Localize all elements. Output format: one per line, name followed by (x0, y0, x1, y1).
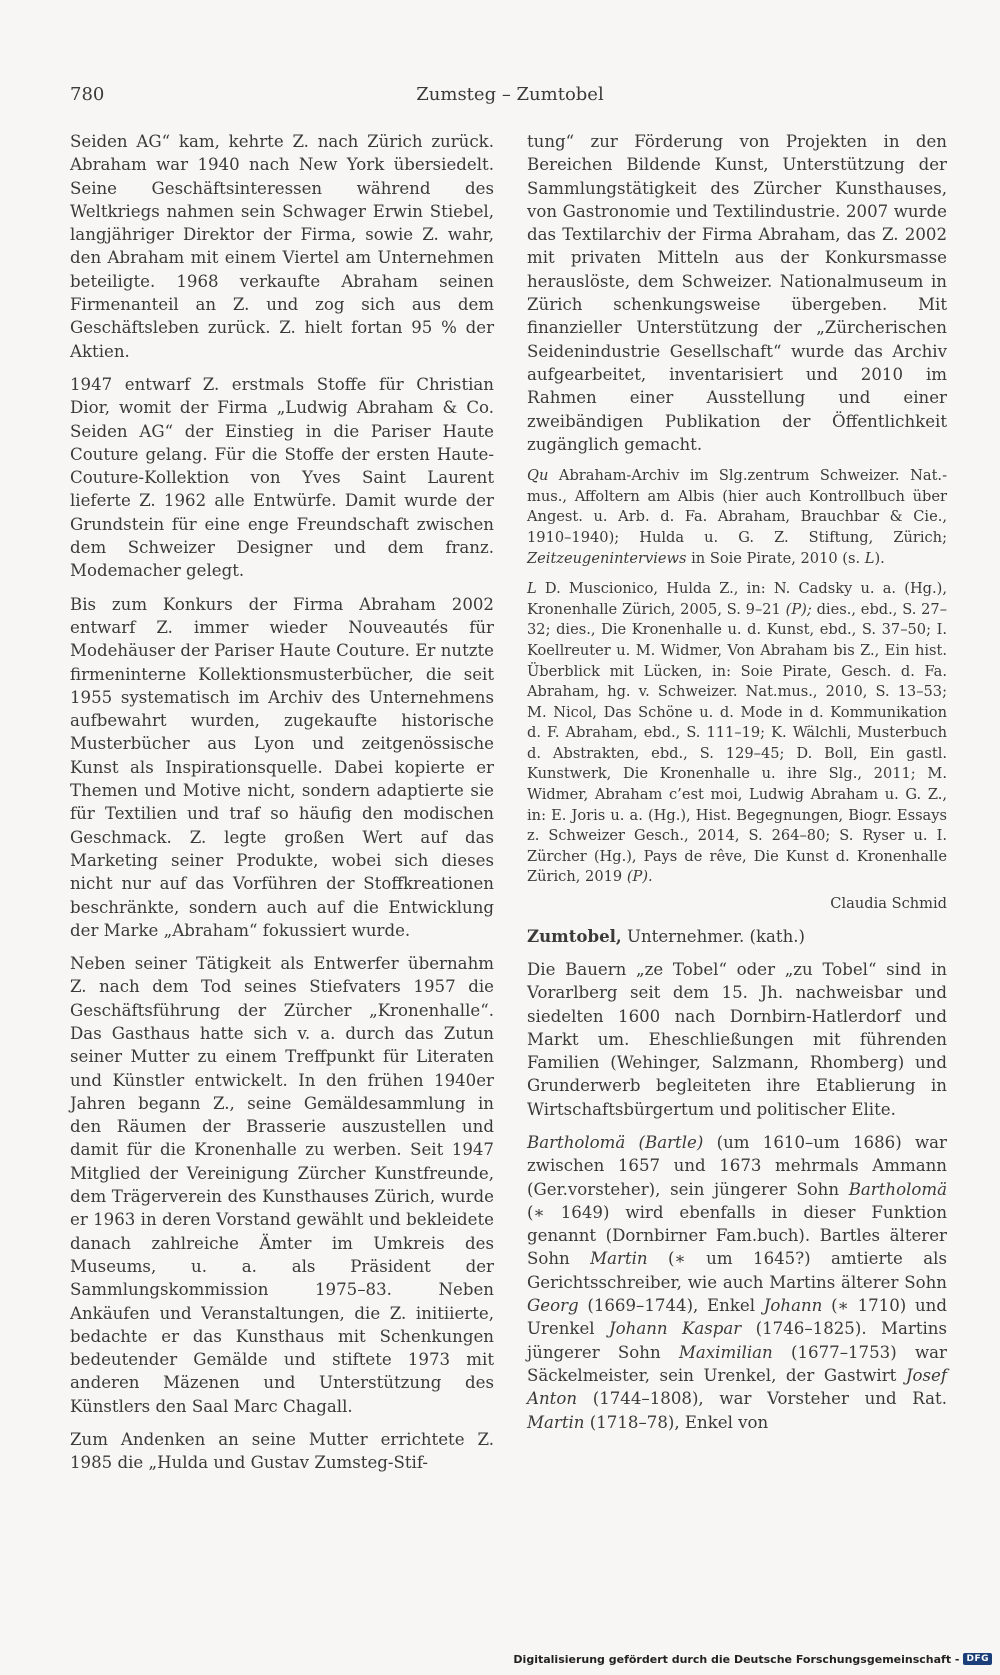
entry-heading (527, 925, 947, 948)
right-column (527, 130, 947, 1444)
text-run: (1746–1825). Martins jüngerer Sohn (527, 1319, 947, 1362)
paragraph: Neben seiner Tätigkeit als Entwerfer übernahm Z. nach dem Tod seines Stiefvaters 1957 die Geschäftsführung der Zürcher „Kronenhalle“. Das Gasthaus hatte sich v. a. durch das Zutun seiner Mutter zu einem Treffpunkt für Literaten und Künstler entwickelt. In den frühen 1940er Jahren begann Z., seine Gemäldesammlung in den Räumen der Brasserie auszustellen und damit für die Kronenhalle zu werben. Seit 1947 Mitglied der Vereinigung Zürcher Kunstfreunde, dem Trägerverein des Kunsthauses Zürich, wurde er 1963 in deren Vorstand gewählt und bekleidete danach zahlreiche Ämter im Umkreis des Museums, u. a. als Präsident der Sammlungskommission 1975–83. Neben Ankäufen und Veranstaltungen, die Z. initiierte, bedachte er das Kunsthaus mit Schenkungen bedeutender Gemälde und stiftete 1973 mit anderen Mäzenen und Unterstützung des Künstlers den Saal Marc Chagall. (70, 954, 494, 1416)
left-column (70, 130, 494, 1485)
person-name: Bartholomä (848, 1179, 947, 1199)
paragraph: Seiden AG“ kam, kehrte Z. nach Zürich zurück. Abraham war 1940 nach New York übersiedelt. Seine Geschäftsinteressen während des Weltkriegs nahmen sein Schwager Erwin Stiebel, langjähriger Direktor der Firma, sowie Z. wahr, den Abraham mit einem Viertel am Unternehmen beteiligte. 1968 verkaufte Abraham seinen Firmenanteil an Z. und zog sich aus dem Geschäftsleben zurück. Z. hielt fortan 95 % der Aktien. (70, 132, 494, 361)
sources-tail: in Soie Pirate, 2010 (s. (691, 549, 861, 567)
portrait-ref: (P). (626, 868, 653, 886)
sources-paragraph (527, 466, 947, 569)
text-run: (∗ um 1645?) amtierte als Gerichtsschreiber, wie auch Martins älterer Sohn (527, 1249, 947, 1292)
literature-label: L (527, 580, 537, 598)
literature-paragraph (527, 579, 947, 888)
paragraph: Bis zum Konkurs der Firma Abraham 2002 entwarf Z. immer wieder Nouveautés für Modehäuser der Pariser Haute Couture. Er nutzte firmeninterne Kollektionsmusterbücher, die seit 1955 systematisch im Archiv des Unternehmens aufbewahrt wurden, zugekaufte historische Musterbücher aus Lyon und zeitgenössische Kunst als Inspirationsquelle. Dabei kopierte er Themen und Motive nicht, sondern adaptierte sie für Textilien und traf so häufig den modischen Geschmack. Z. legte großen Wert auf das Marketing seiner Produkte, wobei sich dieses nicht nur auf das Vorführen der Stoffkreationen beschränkte, sondern auch auf die Entwicklung der Marke „Abraham“ fokussiert wurde. (70, 594, 494, 940)
sources-text: Abraham-Archiv im Slg.zentrum Schweizer. Nat.-mus., Affoltern am Albis (hier auch Kontrollbuch über Angest. u. Arb. d. Fa. Abraham, Brauchbar & Cie., 1910–1940); Hulda u. G. Z. Stiftung, Zürich; (527, 467, 948, 546)
text-run: (∗ 1710) und Urenkel (527, 1296, 947, 1339)
running-head: Zumsteg – Zumtobel (416, 84, 604, 105)
literature-ref: L (864, 549, 875, 567)
text-run: (1718–78), Enkel von (584, 1412, 769, 1432)
sources-label: Qu (527, 467, 549, 485)
person-name: Bartholomä (Bartle) (527, 1133, 704, 1152)
person-name: Martin (590, 1249, 648, 1269)
paragraph: Die Bauern „ze Tobel“ oder „zu Tobel“ sind in Vorarlberg seit dem 15. Jh. nachweisbar und siedelten 1600 nach Dornbirn-Hatlerdorf und Markt um. Eheschließungen mit führenden Familien (Wehinger, Salzmann, Rhomberg) und Grunderwerb begleiteten ihre Etablierung in Wirtschaftsbürgertum und politischer Elite. (527, 959, 947, 1119)
text-run: (∗ 1649) wird ebenfalls in dieser Funktion genannt (Dornbirner Fam.buch). Bartles älterer Sohn (527, 1202, 947, 1269)
entry-headword: Zumtobel, (527, 925, 622, 946)
paragraph: 1947 entwarf Z. erstmals Stoffe für Christian Dior, womit der Firma „Ludwig Abraham & Co. Seiden AG“ der Einstieg in die Pariser Haute Couture gelang. Für die Stoffe der ersten Haute-Couture-Kollektion von Yves Saint Laurent lieferte Z. 1962 alle Entwürfe. Damit wurde der Grundstein für eine enge Freundschaft zwischen dem Schweizer Designer und dem franz. Modemacher gelegt. (70, 374, 494, 581)
page-header (70, 84, 950, 114)
person-name: Johann Kaspar (609, 1319, 742, 1339)
person-name: Martin (527, 1412, 585, 1432)
sources-tail-end: ). (874, 549, 885, 567)
person-name: Maximilian (678, 1342, 773, 1362)
person-name: Johann (763, 1296, 823, 1316)
text-run: (um 1610–um 1686) war zwischen 1657 und 1673 mehrmals Ammann (Ger.vorsteher), sein jüngerer Sohn (527, 1133, 947, 1199)
portrait-ref: (P); (785, 600, 812, 618)
person-name: Georg (527, 1296, 579, 1316)
literature-text: dies., ebd., S. 27–32; dies., Die Kronenhalle u. d. Kunst, ebd., S. 37–50; I. Koellreuter u. M. Widmer, Von Abraham bis Z., Ein hist. Überblick mit Lücken, in: Soie Pirate, Gesch. d. Fa. Abraham, hg. v. Schweizer. Nat.mus., 2010, S. 13–53; M. Nicol, Das Schöne u. d. Mode in d. Kommunikation d. F. Abraham, ebd., S. 111–19; K. Wälchli, Musterbuch d. Abstrakten, ebd., S. 129–45; D. Boll, Ein gastl. Kunstwerk, Die Kronenhalle u. ihre Slg., 2011; M. Widmer, Abraham c’est moi, Ludwig Abraham u. G. Z., in: E. Joris u. a. (Hg.), Hist. Begegnungen, Biogr. Essays z. Schweizer Gesch., 2014, S. 264–80; S. Ryser u. I. Zürcher (Hg.), Pays de rêve, Die Kunst d. Kronenhalle Zürich, 2019 (527, 600, 948, 886)
sources-italic: Zeitzeugeninterviews (527, 549, 687, 567)
paragraph: Zum Andenken an seine Mutter errichtete Z. 1985 die „Hulda und Gustav Zumsteg-Stif- (70, 1430, 494, 1473)
person-name: Josef Anton (527, 1365, 947, 1409)
page-number: 780 (70, 84, 105, 105)
dfg-logo-icon: DFG (963, 1653, 992, 1665)
text-run: (1744–1808), war Vorsteher und Rat. (577, 1389, 947, 1409)
author-signature: Claudia Schmid (830, 895, 947, 913)
paragraph (527, 1131, 947, 1434)
entry-description: Unternehmer. (kath.) (627, 926, 806, 946)
footer-text: Digitalisierung gefördert durch die Deutsche Forschungsgemeinschaft - (513, 1652, 960, 1666)
text-run: (1669–1744), Enkel (578, 1296, 764, 1316)
text-run: (1677–1753) war Säckelmeister, sein Urenkel, der Gastwirt (527, 1342, 947, 1385)
literature-text: D. Muscionico, Hulda Z., in: N. Cadsky u. a. (Hg.), Kronenhalle Zürich, 2005, S. 9–21 (527, 580, 947, 618)
paragraph: tung“ zur Förderung von Projekten in den Bereichen Bildende Kunst, Unterstützung der Sammlungstätigkeit des Zürcher Kunsthauses, von Gastronomie und Textilindustrie. 2007 wurde das Textilarchiv der Firma Abraham, das Z. 2002 mit privaten Mitteln aus der Konkursmasse herauslöste, dem Schweizer. Nationalmuseum in Zürich schenkungsweise übergeben. Mit finanzieller Unterstützung der „Zürcherischen Seidenindustrie Gesellschaft“ wurde das Archiv aufgearbeitet, inventarisiert und 2010 im Rahmen einer Ausstellung und einer zweibändigen Publikation der Öffentlichkeit zugänglich gemacht. (527, 132, 947, 454)
digitization-footer (513, 1651, 992, 1667)
